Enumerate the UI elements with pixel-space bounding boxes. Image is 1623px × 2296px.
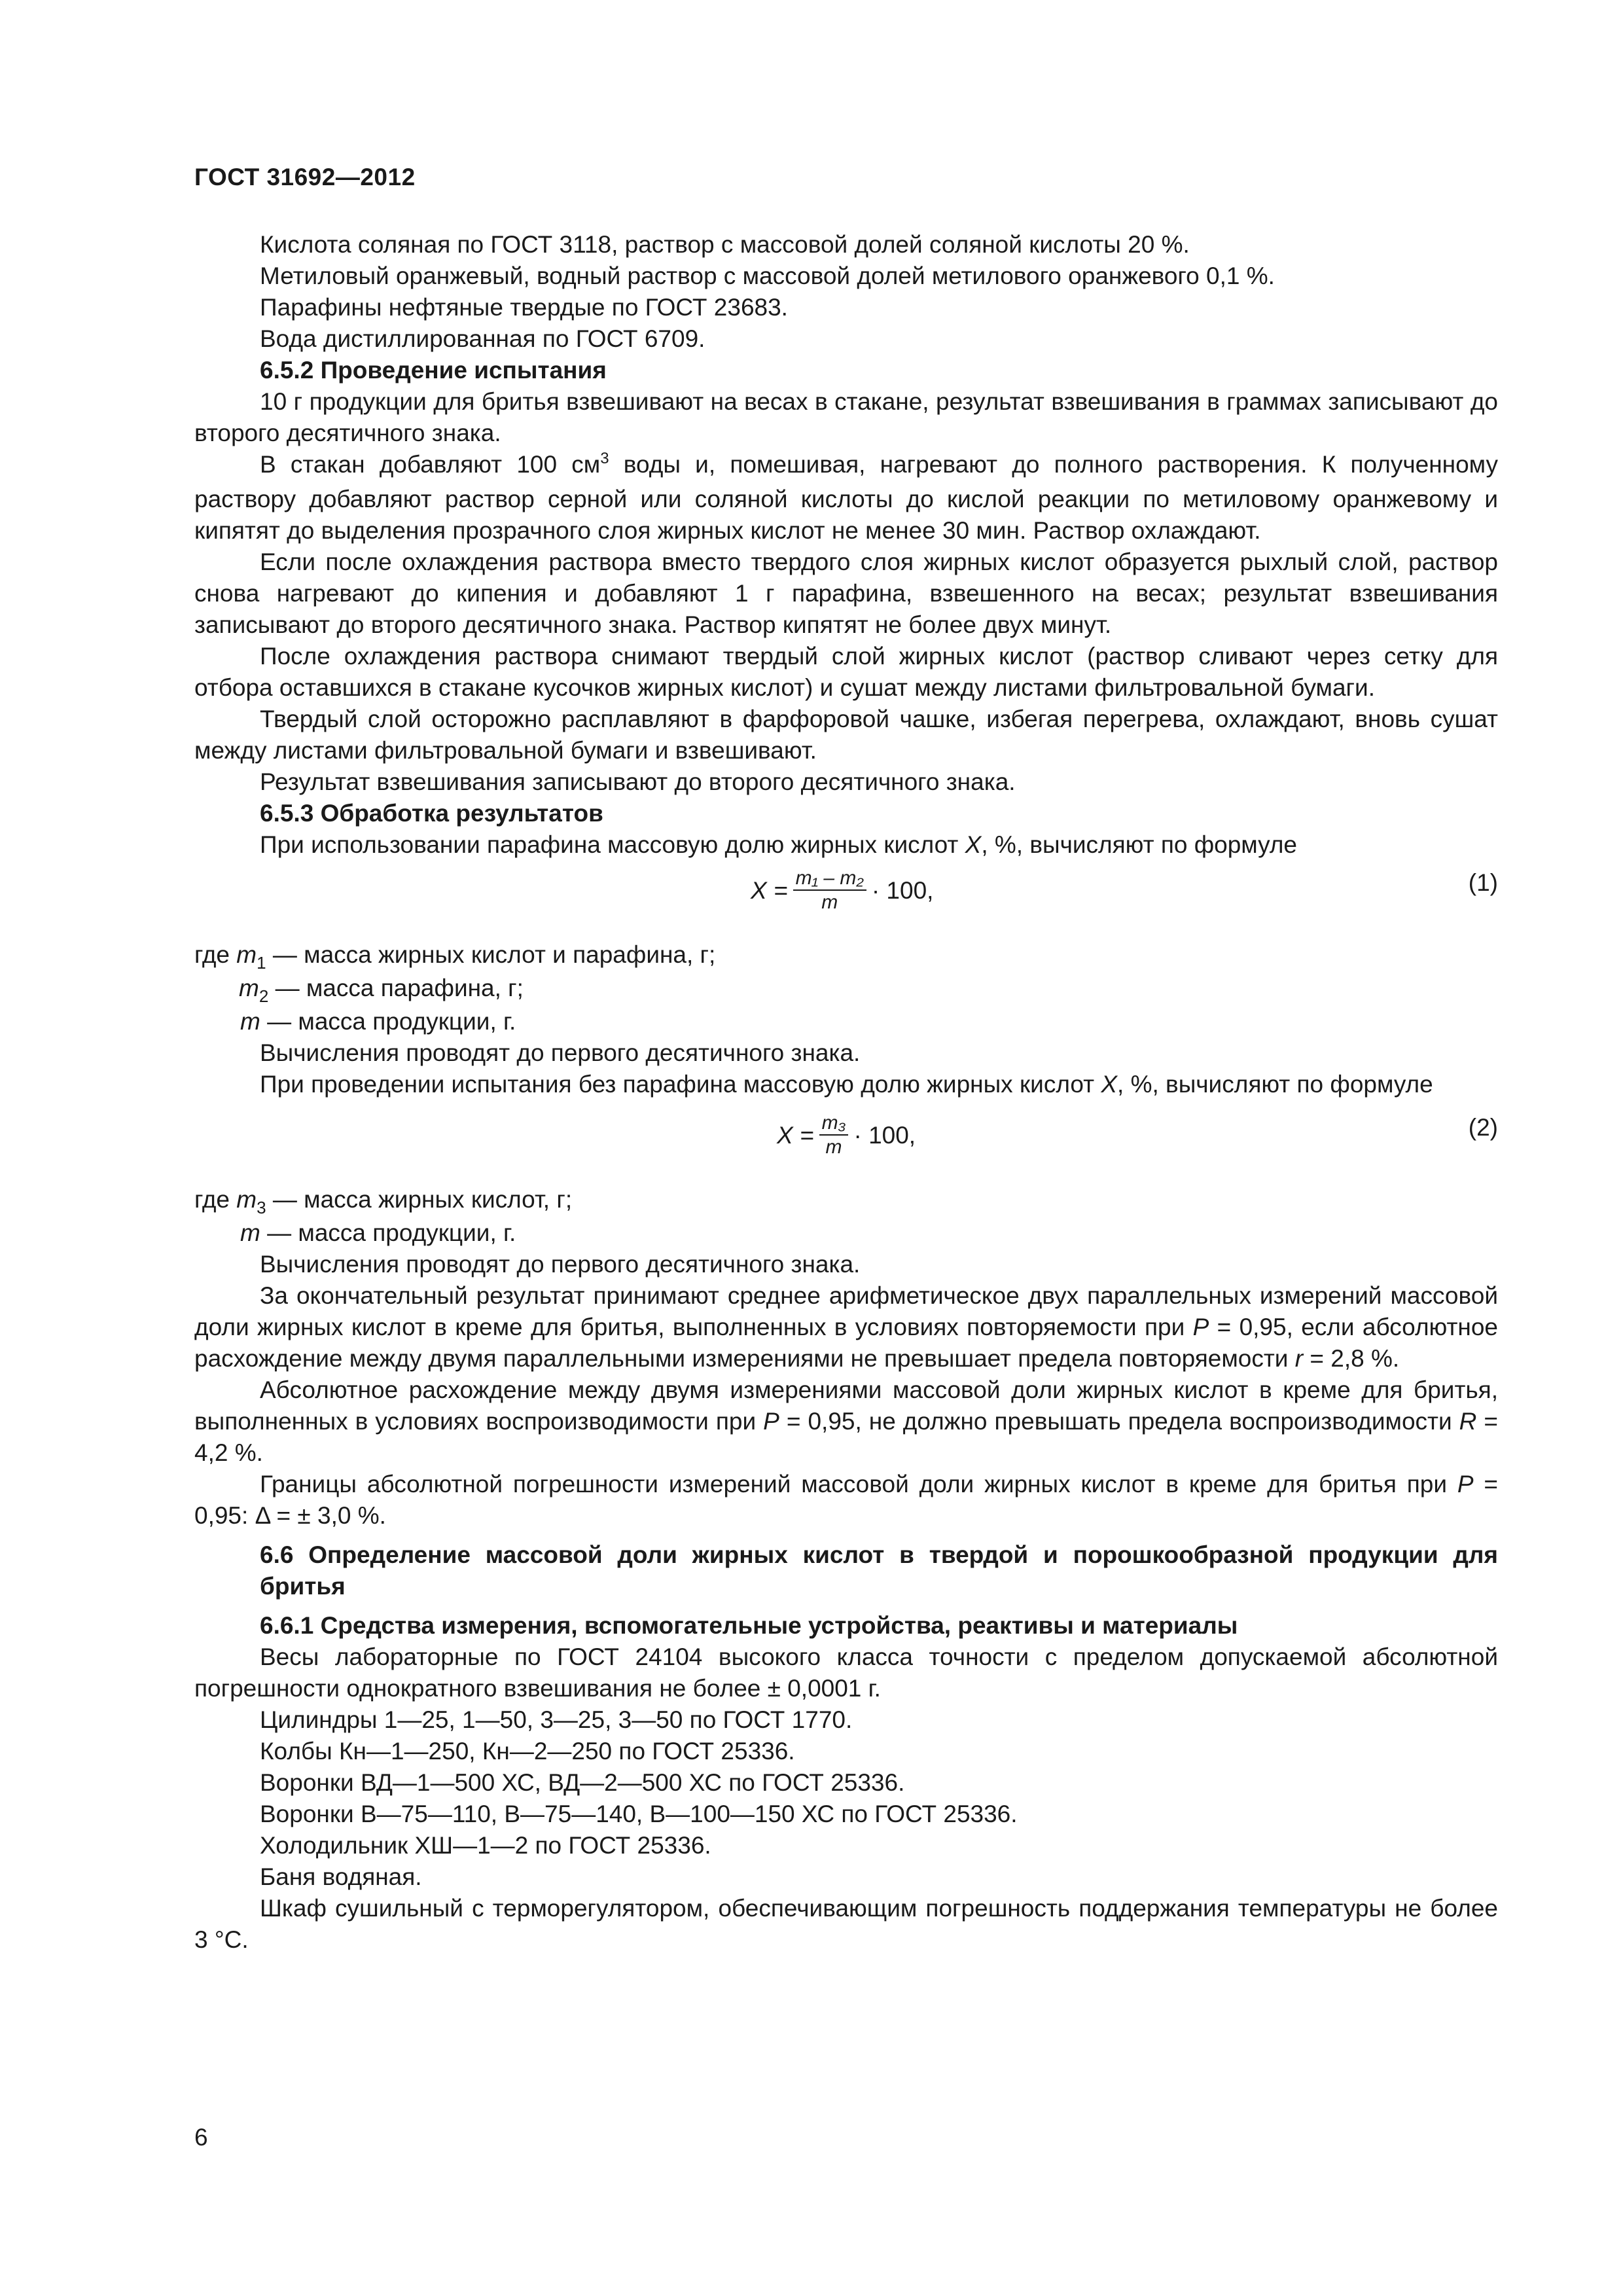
fraction: $\frac{\text{m₃}}{m}$ (819, 1112, 849, 1159)
document-body (194, 229, 1498, 1956)
paragraph: При проведении испытания без парафина массовую долю жирных кислот X, %, вычисляют по формуле (260, 1071, 1433, 1098)
paragraph: В стакан добавляют 100 $см^3$ воды и, помешивая, нагревают до полного растворения. К полученному раствору добавляют раствор серной или соляной кислоты до кислой реакции по метиловому оранжевому и кипятят до выделения прозрачного слоя жирных кислот не менее 30 мин. Раствор охлаждают. (194, 450, 1498, 544)
superscript: 3 (600, 450, 609, 467)
paragraph: Границы абсолютной погрешности измерений массовой доли жирных кислот в креме для бритья при P = 0,95: Δ = ± 3,0 %. (194, 1471, 1499, 1529)
paragraph: За окончательный результат принимают среднее арифметическое двух параллельных измерений массовой доли жирных кислот в креме для бритья, выполненных в условиях повторяемости при P = 0,95, если абсолютное расхождение между двумя параллельными измерениями не превышает предела повторяемости r = 2,8 %. (194, 1282, 1499, 1372)
reagent-line: Парафины нефтяные твердые по ГОСТ 23683. (260, 294, 788, 321)
equipment-line: Колбы Кн—1—250, Кн—2—250 по ГОСТ 25336. (260, 1738, 795, 1765)
equipment-line: Воронки В—75—110, В—75—140, В—100—150 ХС по ГОСТ 25336. (260, 1801, 1018, 1827)
paragraph: При использовании парафина массовую долю жирных кислот X, %, вычисляют по формуле (260, 831, 1298, 858)
formula-number: (2) (1468, 1114, 1498, 1141)
definition-line: где $m_3$ — масса жирных кислот, г; (194, 1186, 573, 1217)
page-number: 6 (194, 2124, 208, 2151)
equipment-line: Баня водяная. (260, 1863, 422, 1890)
paragraph: Твердый слой осторожно расплавляют в фарфоровой чашке, избегая перегрева, охлаждают, вновь сушат между листами фильтровальной бумаги и взвешивают. (194, 706, 1498, 764)
paragraph: 10 г продукции для бритья взвешивают на весах в стакане, результат взвешивания в граммах записывают до второго десятичного знака. (194, 388, 1498, 446)
formula-2: X = $\frac{\text{m₃}}{m}$ · 100, (2) (777, 1112, 1498, 1158)
formula-number: (1) (1468, 869, 1498, 896)
reagent-line: Метиловый оранжевый, водный раствор с массовой долей метилового оранжевого 0,1 %. (260, 262, 1275, 289)
paragraph: Вычисления проводят до первого десятичного знака. (260, 1039, 861, 1066)
paragraph: После охлаждения раствора снимают твердый слой жирных кислот (раствор сливают через сетку для отбора оставшихся в стакане кусочков жирных кислот) и сушат между листами фильтровальной бумаги. (194, 643, 1498, 701)
definition-line: m — масса продукции, г. (240, 1219, 516, 1246)
paragraph: Шкаф сушильный с терморегулятором, обеспечивающим погрешность поддержания температуры не более 3 °С. (194, 1895, 1498, 1953)
reagent-line: Вода дистиллированная по ГОСТ 6709. (260, 325, 705, 352)
section-heading-6-5-3: 6.5.3 Обработка результатов (260, 800, 603, 827)
paragraph: Весы лабораторные по ГОСТ 24104 высокого класса точности с пределом допускаемой абсолютной погрешности однократного взвешивания не более ± 0,0001 г. (194, 1643, 1498, 1702)
equipment-line: Воронки ВД—1—500 ХС, ВД—2—500 ХС по ГОСТ 25336. (260, 1769, 905, 1796)
definition-line: где $m_1$ — масса жирных кислот и парафина, г; (194, 941, 716, 973)
section-heading-6-6-1: 6.6.1 Средства измерения, вспомогательные устройства, реактивы и материалы (260, 1612, 1238, 1639)
paragraph: Если после охлаждения раствора вместо твердого слоя жирных кислот образуется рыхлый слой, раствор снова нагревают до кипения и добавляют 1 г парафина, взвешенного на весах; результат взвешивания записывают до второго десятичного знака. Раствор кипятят не более двух минут. (194, 548, 1498, 638)
section-heading-6-5-2: 6.5.2 Проведение испытания (260, 357, 607, 384)
document-header: ГОСТ 31692—2012 (194, 164, 416, 190)
reagent-line: Кислота соляная по ГОСТ 3118, раствор с массовой долей соляной кислоты 20 %. (260, 231, 1190, 258)
paragraph: Результат взвешивания записывают до второго десятичного знака. (260, 768, 1016, 795)
definition-line: $m_2$ — масса парафина, г; (239, 975, 524, 1006)
definition-line: m — масса продукции, г. (240, 1008, 516, 1035)
equipment-line: Цилиндры 1—25, 1—50, 3—25, 3—50 по ГОСТ 1770. (260, 1706, 853, 1733)
formula-1: X = $\frac{\text{m₁ – m₂}}{m}$ · 100, (1) (751, 867, 1498, 913)
paragraph: Абсолютное расхождение между двумя измерениями массовой доли жирных кислот в креме для бритья, выполненных в условиях воспроизводимости при P = 0,95, не должно превышать предела воспроизводимости R = 4,2 %. (194, 1376, 1499, 1466)
equipment-line: Холодильник ХШ—1—2 по ГОСТ 25336. (260, 1832, 711, 1859)
fraction: $\frac{\text{m₁ – m₂}}{m}$ (793, 867, 866, 914)
paragraph: Вычисления проводят до первого десятичного знака. (260, 1251, 861, 1278)
section-heading-6-6: 6.6 Определение массовой доли жирных кислот в твердой и порошкообразной продукции для бритья (260, 1541, 1498, 1600)
